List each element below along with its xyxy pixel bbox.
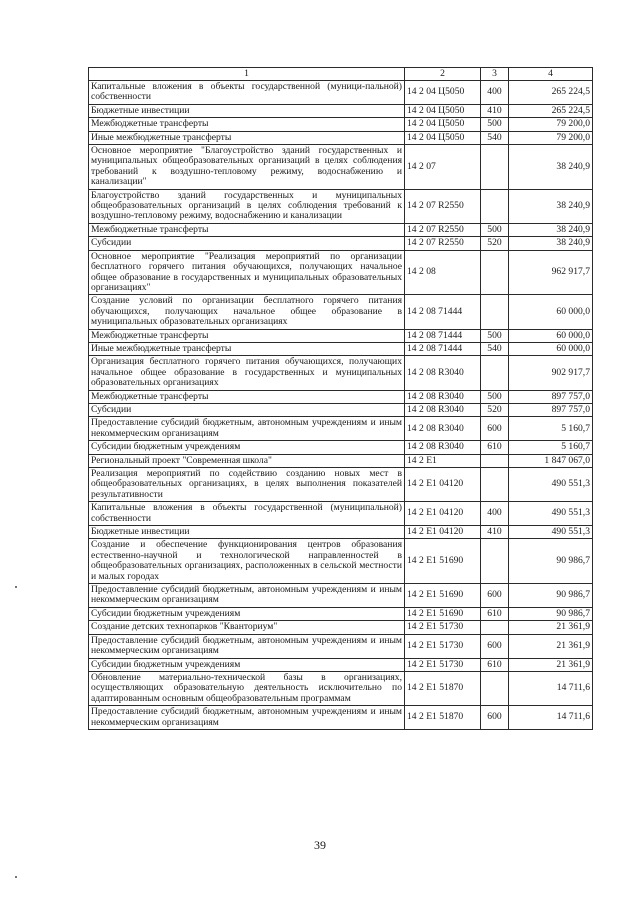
table-row [89,634,593,658]
table-row [89,237,593,250]
row-vr-cell: 500 [481,329,509,342]
table-row [89,539,593,584]
row-sum-cell: 14 711,6 [509,706,593,730]
table-row [89,342,593,355]
row-name-cell: Иные межбюджетные трансферты [89,342,405,355]
header-col-2: 2 [405,68,481,81]
row-code-cell: 14 2 08 71444 [405,329,481,342]
row-sum-cell: 90 986,7 [509,607,593,620]
row-vr-cell [481,189,509,223]
table-row [89,621,593,634]
row-sum-cell: 90 986,7 [509,539,593,584]
row-code-cell: 14 2 08 R3040 [405,417,481,441]
row-vr-cell: 520 [481,237,509,250]
scan-speck [15,586,17,588]
table-row [89,81,593,105]
row-name-cell: Межбюджетные трансферты [89,223,405,236]
header-row [89,68,593,81]
row-code-cell: 14 2 07 R2550 [405,237,481,250]
row-code-cell: 14 2 E1 51730 [405,621,481,634]
row-sum-cell: 38 240,9 [509,237,593,250]
row-sum-cell: 1 847 067,0 [509,454,593,467]
row-sum-cell: 60 000,0 [509,342,593,355]
header-col-1: 1 [89,68,405,81]
row-vr-cell [481,671,509,705]
table-row [89,118,593,131]
budget-table [88,67,593,730]
row-vr-cell [481,539,509,584]
header-col-4: 4 [509,68,593,81]
table-row [89,468,593,502]
row-vr-cell: 610 [481,441,509,454]
table-row [89,390,593,403]
row-sum-cell: 60 000,0 [509,295,593,329]
page-number: 39 [314,838,326,852]
row-name-cell: Межбюджетные трансферты [89,329,405,342]
row-code-cell: 14 2 08 R3040 [405,403,481,416]
row-vr-cell: 600 [481,417,509,441]
table-row [89,329,593,342]
row-code-cell: 14 2 E1 51730 [405,634,481,658]
row-name-cell: Бюджетные инвестиции [89,104,405,117]
row-vr-cell: 540 [481,131,509,144]
row-name-cell: Субсидии бюджетным учреждениям [89,607,405,620]
table-row [89,189,593,223]
row-vr-cell: 610 [481,658,509,671]
row-code-cell: 14 2 04 Ц5050 [405,104,481,117]
table-row [89,417,593,441]
row-code-cell: 14 2 07 R2550 [405,223,481,236]
row-sum-cell: 490 551,3 [509,502,593,526]
row-vr-cell: 400 [481,502,509,526]
row-sum-cell: 14 711,6 [509,671,593,705]
table-row [89,502,593,526]
row-name-cell: Предоставление субсидий бюджетным, автономным учреждениям и иным некоммерческим организациям [89,634,405,658]
row-vr-cell: 410 [481,526,509,539]
row-sum-cell: 5 160,7 [509,417,593,441]
row-code-cell: 14 2 07 R2550 [405,189,481,223]
row-name-cell: Капитальные вложения в объекты государственной (муниципальной) собственности [89,502,405,526]
row-name-cell: Создание условий по организации бесплатного горячего питания обучающихся, получающих начальное общее образование в муниципальных образовательных организациях [89,295,405,329]
row-code-cell: 14 2 E1 51870 [405,706,481,730]
row-vr-cell [481,145,509,190]
row-code-cell: 14 2 08 [405,250,481,295]
table-row [89,250,593,295]
row-sum-cell: 79 200,0 [509,118,593,131]
table-row [89,584,593,608]
row-name-cell: Иные межбюджетные трансферты [89,131,405,144]
table-row [89,607,593,620]
row-vr-cell [481,356,509,390]
row-name-cell: Организация бесплатного горячего питания обучающихся, получающих начальное общее образование в государственных и муниципальных образовательных организациях [89,356,405,390]
table-row [89,295,593,329]
row-code-cell: 14 2 E1 51870 [405,671,481,705]
row-code-cell: 14 2 E1 51690 [405,607,481,620]
row-sum-cell: 38 240,9 [509,189,593,223]
row-code-cell: 14 2 04 Ц5050 [405,81,481,105]
row-code-cell: 14 2 08 R3040 [405,390,481,403]
row-vr-cell: 600 [481,634,509,658]
row-vr-cell [481,621,509,634]
row-name-cell: Создание и обеспечение функционирования центров образования естественно-научной и технологической направленностей в общеобразовательных организациях, расположенных в сельской местности и малых городах [89,539,405,584]
table-row [89,441,593,454]
row-vr-cell: 540 [481,342,509,355]
row-sum-cell: 265 224,5 [509,81,593,105]
table-row [89,131,593,144]
row-name-cell: Субсидии бюджетным учреждениям [89,658,405,671]
row-sum-cell: 897 757,0 [509,390,593,403]
row-code-cell: 14 2 08 R3040 [405,356,481,390]
row-name-cell: Предоставление субсидий бюджетным, автономным учреждениям и иным некоммерческим организациям [89,584,405,608]
row-vr-cell [481,468,509,502]
row-name-cell: Основное мероприятие "Реализация мероприятий по организации бесплатного горячего питания обучающихся, получающих начальное общее образование в государственных и муниципальных образовательных организациях" [89,250,405,295]
row-code-cell: 14 2 08 71444 [405,342,481,355]
row-name-cell: Обновление материально-технической базы в организациях, осуществляющих образовательную деятельность исключительно по адаптированным основным общеобразовательным программам [89,671,405,705]
row-vr-cell: 400 [481,81,509,105]
row-name-cell: Субсидии [89,403,405,416]
row-sum-cell: 90 986,7 [509,584,593,608]
row-code-cell: 14 2 04 Ц5050 [405,118,481,131]
row-name-cell: Предоставление субсидий бюджетным, автономным учреждениям и иным некоммерческим организациям [89,706,405,730]
table-row [89,706,593,730]
row-name-cell: Бюджетные инвестиции [89,526,405,539]
row-code-cell: 14 2 E1 04120 [405,502,481,526]
row-code-cell: 14 2 E1 04120 [405,468,481,502]
row-name-cell: Субсидии бюджетным учреждениям [89,441,405,454]
table-row [89,658,593,671]
row-name-cell: Межбюджетные трансферты [89,118,405,131]
row-code-cell: 14 2 E1 51690 [405,539,481,584]
row-name-cell: Создание детских технопарков "Кванториум" [89,621,405,634]
table-row [89,454,593,467]
row-code-cell: 14 2 E1 [405,454,481,467]
row-name-cell: Реализация мероприятий по содействию созданию новых мест в общеобразовательных организациях, в целях выполнения показателей результативности [89,468,405,502]
row-sum-cell: 60 000,0 [509,329,593,342]
row-vr-cell [481,295,509,329]
row-name-cell: Благоустройство зданий государственных и муниципальных общеобразовательных организаций в целях соблюдения требований к воздушно-тепловому режиму, водоснабжению и канализации [89,189,405,223]
row-name-cell: Межбюджетные трансферты [89,390,405,403]
budget-page [88,67,592,730]
row-vr-cell: 610 [481,607,509,620]
row-code-cell: 14 2 08 71444 [405,295,481,329]
row-vr-cell: 500 [481,390,509,403]
row-vr-cell: 410 [481,104,509,117]
row-sum-cell: 265 224,5 [509,104,593,117]
table-row [89,671,593,705]
row-vr-cell: 520 [481,403,509,416]
row-name-cell: Субсидии [89,237,405,250]
row-vr-cell: 500 [481,118,509,131]
row-code-cell: 14 2 07 [405,145,481,190]
row-name-cell: Предоставление субсидий бюджетным, автономным учреждениям и иным некоммерческим организациям [89,417,405,441]
row-code-cell: 14 2 E1 51730 [405,658,481,671]
row-sum-cell: 79 200,0 [509,131,593,144]
table-row [89,526,593,539]
row-sum-cell: 962 917,7 [509,250,593,295]
row-sum-cell: 490 551,3 [509,468,593,502]
row-code-cell: 14 2 E1 04120 [405,526,481,539]
table-row [89,356,593,390]
table-row [89,223,593,236]
row-name-cell: Региональный проект "Современная школа" [89,454,405,467]
row-vr-cell [481,250,509,295]
table-row [89,403,593,416]
row-sum-cell: 38 240,9 [509,223,593,236]
row-sum-cell: 21 361,9 [509,634,593,658]
row-sum-cell: 21 361,9 [509,621,593,634]
row-sum-cell: 38 240,9 [509,145,593,190]
row-sum-cell: 5 160,7 [509,441,593,454]
table-row [89,104,593,117]
row-sum-cell: 902 917,7 [509,356,593,390]
row-code-cell: 14 2 08 R3040 [405,441,481,454]
row-name-cell: Капитальные вложения в объекты государственной (муници-пальной) собственности [89,81,405,105]
row-vr-cell: 600 [481,706,509,730]
row-code-cell: 14 2 04 Ц5050 [405,131,481,144]
header-col-3: 3 [481,68,509,81]
row-vr-cell [481,454,509,467]
row-sum-cell: 897 757,0 [509,403,593,416]
table-body [89,81,593,730]
row-sum-cell: 490 551,3 [509,526,593,539]
scan-speck [15,876,17,878]
row-code-cell: 14 2 E1 51690 [405,584,481,608]
row-sum-cell: 21 361,9 [509,658,593,671]
table-row [89,145,593,190]
row-vr-cell: 500 [481,223,509,236]
row-vr-cell: 600 [481,584,509,608]
row-name-cell: Основное мероприятие "Благоустройство зданий государственных и муниципальных общеобразовательных организаций в целях соблюдения требований к воздушно-тепловому режиму, водоснабжению и канализации" [89,145,405,190]
